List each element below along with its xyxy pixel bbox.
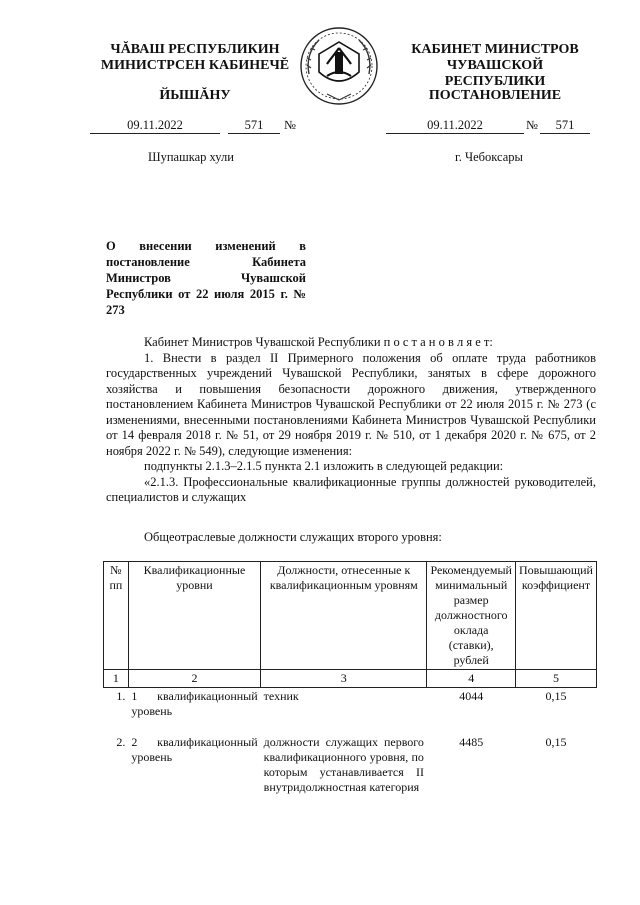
body-paragraph-3: подпункты 2.1.3–2.1.5 пункта 2.1 изложить в следующей редакции: — [144, 459, 504, 473]
header-cell-level: Квалификационные уровни — [128, 562, 260, 670]
row-coefficient: 0,15 — [545, 734, 567, 749]
document-body — [106, 335, 596, 506]
row-salary: 4044 — [459, 689, 484, 703]
header-left-line1: ЧĂВАШ РЕСПУБЛИКИН — [110, 42, 280, 57]
header-right-line1: КАБИНЕТ МИНИСТРОВ — [411, 42, 579, 57]
row-level: 1 квалификационный уровень — [131, 689, 258, 718]
table-row — [104, 734, 597, 796]
left-date: 09.11.2022 — [90, 118, 220, 134]
left-number: 571 — [228, 118, 280, 134]
header-left-line2: МИНИСТРСЕН КАБИНЕЧĔ — [100, 58, 290, 73]
table-header-row — [104, 562, 597, 670]
row-number: 2. — [116, 734, 126, 749]
header-right-line2: ЧУВАШСКОЙ РЕСПУБЛИКИ — [444, 58, 546, 89]
document-title: О внесении изменений в постановление Кабинета Министров Чувашской Республики от 22 июля 2015 г. № 273 — [106, 239, 306, 317]
column-number: 1 — [104, 670, 129, 688]
row-number: 1. — [116, 689, 126, 703]
header-cell-number: № пп — [104, 562, 129, 670]
body-paragraph-2: 1. Внести в раздел II Примерного положения об оплате труда работников государственных учреждений Чувашской Республики, занятых в сфере дорожного хозяйства и повышения безопасности дорожного движения, утвержденного постановлением Кабинета Министров Чувашской Республики от 22 июля 2015 г. № 273 (с изменениями, внесенными постановлениями Кабинета Министров Чувашской Республики от 14 февраля 2018 г. № 51, от 29 ноября 2019 г. № 510, от 1 декабря 2020 г. № 675, от 2 ноября 2022 г. № 549), следующие изменения: — [106, 350, 596, 458]
row-coefficient: 0,15 — [545, 689, 567, 703]
header-cell-salary: Рекомендуемый минимальный размер должностного оклада (ставки), рублей — [427, 562, 516, 670]
body-paragraph-5: Общеотраслевые должности служащих второго уровня: — [144, 530, 442, 544]
table-column-numbers-row — [104, 670, 597, 688]
body-paragraph-4: «2.1.3. Профессиональные квалификационные группы должностей руководителей, специалистов и служащих — [106, 474, 596, 504]
right-date: 09.11.2022 — [386, 118, 524, 134]
header-cell-coefficient: Повышающий коэффициент — [515, 562, 596, 670]
column-number: 2 — [128, 670, 260, 688]
column-number: 3 — [261, 670, 427, 688]
row-positions: должности служащих первого квалификационного уровня, по которым устанавливается II внутридолжностная категория — [263, 734, 424, 794]
header-cell-positions: Должности, отнесенные к квалификационным уровням — [261, 562, 427, 670]
salary-table — [103, 561, 597, 796]
column-number: 4 — [427, 670, 516, 688]
left-city: Шупашкар хули — [148, 150, 234, 164]
row-positions: техник — [263, 689, 299, 703]
left-no-sign: № — [284, 118, 296, 132]
header-right-title — [395, 42, 595, 90]
table-row — [104, 688, 597, 734]
body-paragraph-5-wrap — [106, 530, 596, 546]
header-right-doc-type: ПОСТАНОВЛЕНИЕ — [428, 88, 562, 103]
chuvash-emblem-icon — [297, 24, 381, 108]
row-level: 2 квалификационный уровень — [131, 734, 258, 764]
body-paragraph-1: Кабинет Министров Чувашской Республики п о с т а н о в л я е т: — [144, 335, 493, 349]
header-left-doc-type: ЙЫШĂНУ — [159, 88, 231, 103]
right-city: г. Чебоксары — [455, 150, 523, 164]
right-no-sign: № — [526, 118, 538, 132]
row-salary: 4485 — [459, 734, 484, 749]
right-number: 571 — [540, 118, 590, 134]
column-number: 5 — [515, 670, 596, 688]
header-left-title — [90, 42, 300, 74]
